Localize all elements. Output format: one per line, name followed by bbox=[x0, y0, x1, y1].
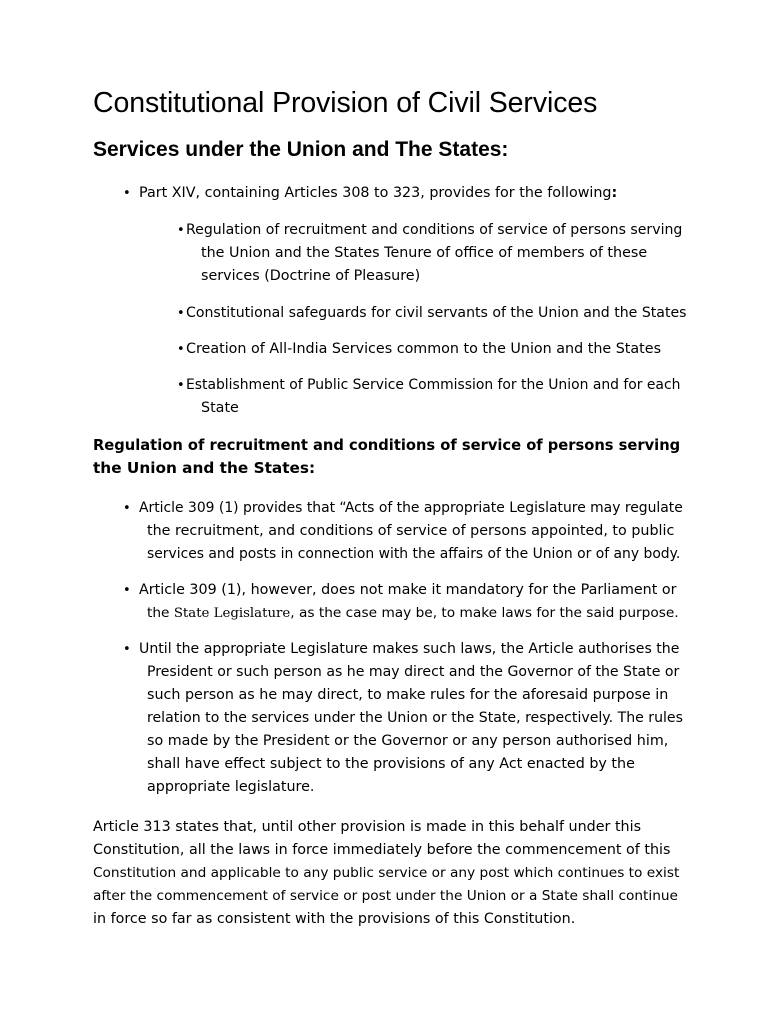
line: • Creation of All-India Services common to the Union and the States bbox=[186, 341, 662, 357]
line: in force so far as consistent with the provisions of this Constitution. bbox=[93, 911, 576, 927]
heading-line: the Union and the States: bbox=[93, 459, 316, 477]
line-text: , as the case may be, to make laws for the said purpose. bbox=[290, 605, 679, 621]
line: • Establishment of Public Service Commission for the Union and for each bbox=[186, 377, 681, 393]
state-legislature-text: State Legislature bbox=[173, 606, 291, 621]
paragraph-article-313 bbox=[93, 816, 683, 931]
section-heading-regulation bbox=[93, 434, 683, 480]
line: after the commencement of service or post under the Union or a State shall continue bbox=[93, 888, 678, 904]
line: • Article 309 (1), however, does not make it mandatory for the Parliament or bbox=[139, 582, 677, 598]
line: relation to the services under the Union or the State, respectively. The rules bbox=[147, 710, 683, 726]
line: Article 313 states that, until other provision is made in this behalf under this bbox=[93, 819, 642, 835]
list-item-text: Part XIV, containing Articles 308 to 323, provides for the following bbox=[139, 185, 612, 201]
line: • Constitutional safeguards for civil servants of the Union and the States bbox=[186, 305, 687, 321]
sub-list-item-psc bbox=[186, 374, 686, 420]
line: Constitution and applicable to any public service or any post which continues to exist bbox=[93, 865, 680, 881]
line: • Until the appropriate Legislature makes such laws, the Article authorises the bbox=[139, 641, 680, 657]
list-item-until-legislature bbox=[139, 638, 684, 799]
line: so made by the President or the Governor or any person authorised him, bbox=[147, 733, 669, 749]
line: the recruitment, and conditions of service of persons appointed, to public bbox=[147, 523, 675, 539]
line: State bbox=[201, 400, 239, 416]
list-item-part-xiv bbox=[139, 182, 679, 205]
line: such person as he may direct, to make rules for the aforesaid purpose in bbox=[147, 687, 669, 703]
line: • Regulation of recruitment and conditions of service of persons serving bbox=[186, 222, 683, 238]
line: President or such person as he may direct and the Governor of the State or bbox=[147, 664, 680, 680]
sub-list-item-regulation bbox=[186, 219, 686, 288]
sub-list-item-all-india-services bbox=[186, 338, 686, 361]
heading-line: Regulation of recruitment and conditions of service of persons serving bbox=[93, 437, 681, 454]
line: Constitution, all the laws in force immediately before the commencement of this bbox=[93, 842, 671, 858]
page-title: Constitutional Provision of Civil Services bbox=[93, 87, 598, 119]
list-item-article-309-provides bbox=[139, 497, 684, 566]
line: services and posts in connection with the affairs of the Union or of any body. bbox=[147, 546, 681, 562]
line: appropriate legislature. bbox=[147, 779, 315, 795]
list-item-article-309-however bbox=[139, 579, 684, 625]
line bbox=[139, 602, 684, 625]
line: shall have effect subject to the provisions of any Act enacted by the bbox=[147, 756, 635, 772]
line: services (Doctrine of Pleasure) bbox=[201, 268, 421, 284]
section-heading-services: Services under the Union and The States: bbox=[93, 138, 509, 161]
colon: : bbox=[611, 185, 618, 201]
sub-list-item-safeguards bbox=[186, 302, 686, 325]
line: the Union and the States Tenure of office of members of these bbox=[201, 245, 648, 261]
line-text: the bbox=[147, 605, 174, 621]
line: • Article 309 (1) provides that “Acts of the appropriate Legislature may regulate bbox=[139, 500, 683, 516]
